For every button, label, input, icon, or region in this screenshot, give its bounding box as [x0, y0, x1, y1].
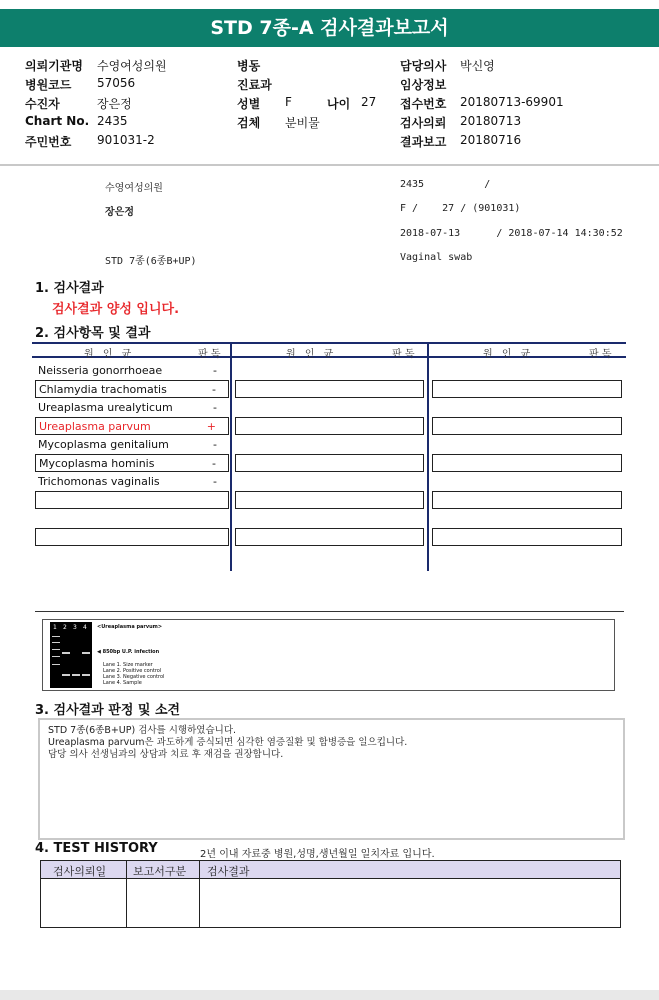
info-hospital-name: 의뢰기관명 수영여성의원	[25, 59, 167, 73]
organism-row-positive: Ureaplasma parvum +	[35, 417, 229, 435]
empty-cell	[432, 380, 622, 398]
history-col-result: 검사결과	[207, 865, 250, 878]
opinion-line: 담당 의사 선생님과의 상담과 치료 후 재검을 권장합니다.	[48, 749, 284, 760]
opinion-line: STD 7종(6종B+UP) 검사를 시행하였습니다.	[48, 725, 237, 736]
info-chart-no: Chart No. 2435	[25, 114, 128, 128]
history-header	[41, 861, 620, 879]
report-title: STD 7종-A 검사결과보고서	[0, 9, 659, 47]
col-organism-1: 원 인 균	[84, 349, 132, 360]
patient-test: STD 7종(6종B+UP)	[105, 256, 197, 267]
patient-specimen: Vaginal swab	[400, 252, 473, 263]
gel-legend-item: Lane 1. Size marker	[103, 662, 153, 668]
section2-title: 2. 검사항목 및 결과	[35, 326, 151, 341]
section3-title: 3. 검사결과 판정 및 소견	[35, 703, 181, 718]
section-divider	[35, 611, 624, 612]
info-patient: 수진자 장은정	[25, 97, 132, 111]
history-note: 2년 이내 자료중 병원,성명,생년월일 일치자료 입니다.	[200, 849, 435, 860]
grid-header-2	[232, 342, 429, 358]
organism-row: Chlamydia trachomatis -	[35, 380, 229, 398]
info-report-date: 결과보고 20180716	[400, 133, 522, 149]
history-col-request-date: 검사의뢰일	[53, 865, 107, 878]
grid-header-1	[32, 342, 232, 358]
empty-cell	[235, 380, 424, 398]
footer-bar	[0, 990, 659, 1000]
gel-title: <Ureaplasma parvum>	[97, 624, 163, 630]
organism-row: Trichomonas vaginalis -	[38, 475, 217, 488]
grid-header-3	[429, 342, 626, 358]
empty-cell	[235, 454, 424, 472]
info-resident-no: 주민번호 901031-2	[25, 133, 155, 149]
col-organism-2: 원 인 균	[286, 349, 334, 360]
section4-title: 4. TEST HISTORY	[35, 841, 158, 856]
section1-title: 1. 검사결과	[35, 281, 104, 296]
organism-row: Mycoplasma genitalium -	[38, 438, 217, 451]
info-clinical: 임상정보	[400, 78, 447, 92]
grid-divider-2	[427, 342, 429, 571]
info-request-date: 검사의뢰 20180713	[400, 114, 522, 130]
organism-row: Neisseria gonorrhoeae -	[38, 364, 217, 377]
gel-electrophoresis-figure	[42, 619, 615, 691]
history-table	[40, 860, 621, 928]
patient-hospital: 수영여성의원	[105, 183, 163, 194]
gel-legend-item: Lane 3. Negative control	[103, 674, 165, 680]
organism-row-empty	[35, 528, 229, 546]
gel-image: 1 2 3 4	[50, 622, 92, 688]
organism-row: Mycoplasma hominis -	[35, 454, 229, 472]
patient-sex-age: F / 27 / (901031)	[400, 203, 521, 214]
info-age: 나이 27	[327, 95, 377, 111]
info-sex: 성별 F	[237, 95, 292, 111]
positive-result: 검사결과 양성 입니다.	[52, 302, 180, 317]
col-judgement-1: 판 독	[198, 349, 221, 360]
info-specimen: 검체 분비물	[237, 116, 320, 130]
gel-legend-item: Lane 4. Sample	[103, 680, 142, 686]
history-col-report-type: 보고서구분	[133, 865, 187, 878]
col-judgement-3: 판 독	[589, 349, 612, 360]
header-divider	[0, 164, 659, 166]
organism-row-empty	[35, 491, 229, 509]
empty-cell	[432, 454, 622, 472]
info-hospital-code: 병원코드 57056	[25, 76, 136, 92]
empty-cell	[432, 417, 622, 435]
organism-row: Ureaplasma urealyticum -	[38, 401, 217, 414]
opinion-line: Ureaplasma parvum은 과도하게 증식되면 심각한 염증질환 및 합병증을 일으킵니다.	[48, 737, 408, 748]
info-ward: 병동	[237, 59, 261, 73]
col-judgement-2: 판 독	[392, 349, 415, 360]
col-organism-3: 원 인 균	[483, 349, 531, 360]
empty-cell	[235, 528, 424, 546]
empty-cell	[235, 491, 424, 509]
gel-legend-item: Lane 2. Positive control	[103, 668, 162, 674]
patient-dates: 2018-07-13 / 2018-07-14 14:30:52	[400, 228, 623, 239]
info-doctor: 담당의사 박신영	[400, 59, 495, 73]
info-receipt-no: 접수번호 20180713-69901	[400, 95, 564, 111]
empty-cell	[432, 528, 622, 546]
empty-cell	[432, 491, 622, 509]
opinion-box	[38, 718, 625, 840]
grid-divider-1	[230, 342, 232, 571]
patient-chart: 2435 /	[400, 179, 491, 190]
info-department: 진료과	[237, 78, 272, 92]
empty-cell	[235, 417, 424, 435]
patient-name: 장은정	[105, 207, 134, 218]
gel-band-label: ◀ 850bp U.P. infection	[97, 649, 160, 655]
